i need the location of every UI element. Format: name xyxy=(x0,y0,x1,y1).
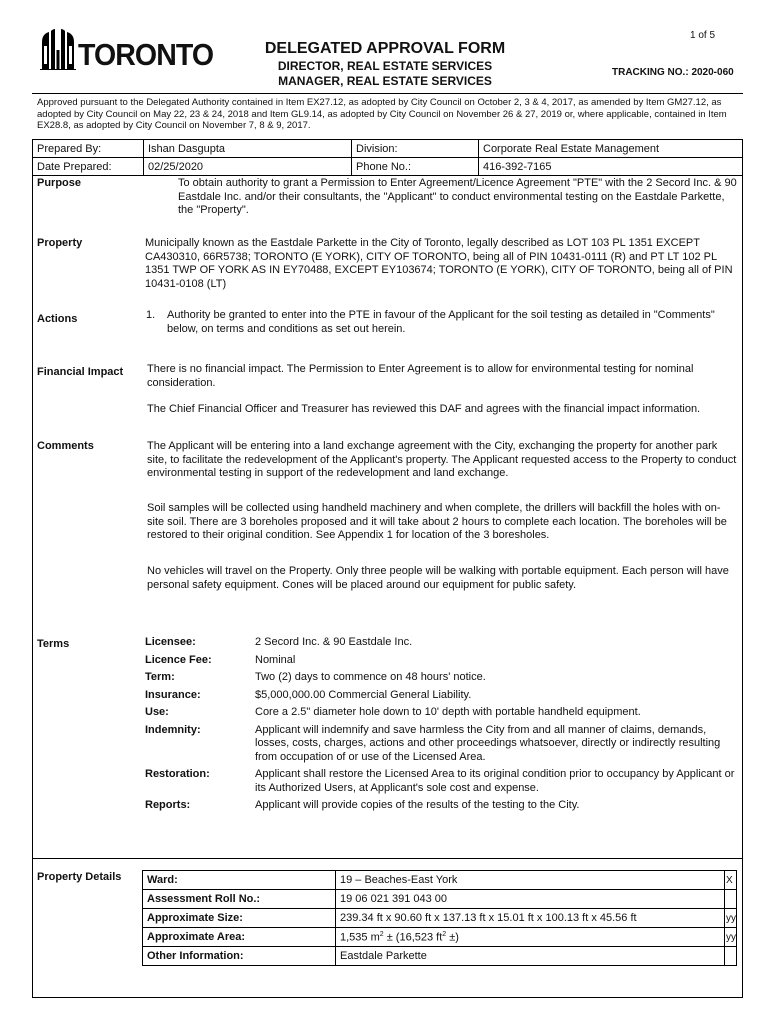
other-info-extra xyxy=(725,947,737,966)
comments-text-3: No vehicles will travel on the Property. Only three people will be walking with portable equipment. Each person will have personal safety equipment. Cones will be placed around our equipment for public safety. xyxy=(147,565,729,591)
area-metric: 1,535 m xyxy=(340,931,380,944)
prepared-table xyxy=(32,139,743,176)
comments-label: Comments xyxy=(37,440,94,452)
property-label: Property xyxy=(37,237,83,249)
prepared-by-label: Prepared By: xyxy=(33,140,144,158)
property-text: Municipally known as the Eastdale Parkette in the City of Toronto, legally described as LOT 103 PL 1351 EXCEPT CA430310, 66R5738; TORONTO (E YORK), CITY OF TORONTO, being all of PIN 10431-0111 (R) and PT LT 102 PL 1351 TWP OF YORK AS IN EY70488, EXCEPT EY103674; TORONTO (E YORK), CITY OF TORONTO, being all of PIN 10431-0108 (LT) xyxy=(145,237,733,290)
terms-rule xyxy=(32,858,743,859)
date-prepared-value: 02/25/2020 xyxy=(144,158,352,176)
financial-impact-text-2: The Chief Financial Officer and Treasurer has reviewed this DAF and agrees with the financial impact information. xyxy=(147,403,701,415)
prepared-by-value: Ishan Dasgupta xyxy=(144,140,352,158)
ward-value: 19 – Beaches-East York xyxy=(336,871,725,890)
property-details-table xyxy=(142,870,737,966)
financial-impact-text-1: There is no financial impact. The Permission to Enter Agreement is to allow for environmental testing for nominal consideration. xyxy=(147,363,694,389)
approx-size-label: Approximate Size: xyxy=(143,909,336,928)
approx-size-value: 239.34 ft x 90.60 ft x 137.13 ft x 15.01 ft x 100.13 ft x 45.56 ft xyxy=(336,909,725,928)
terms-row xyxy=(145,689,735,707)
header-rule xyxy=(32,93,743,94)
division-label: Division: xyxy=(352,140,479,158)
term-value: Nominal xyxy=(255,653,296,666)
ward-extra: X xyxy=(725,871,737,890)
area-end: ±) xyxy=(446,931,459,944)
property-details-row xyxy=(143,947,737,966)
comments-text-2: Soil samples will be collected using handheld machinery and when complete, the drillers will backfill the holes with on-site soil. There are 3 boreholes proposed and it will take about 2 hours to complete each location. The boreholes will be restored to their original condition. See Appendix 1 for location of the 3 boresholes. xyxy=(147,502,727,541)
subtitle-manager: MANAGER, REAL ESTATE SERVICES xyxy=(278,74,492,88)
property-details-label: Property Details xyxy=(37,871,122,883)
term-value: 2 Secord Inc. & 90 Eastdale Inc. xyxy=(255,636,413,648)
approx-area-extra: yy xyxy=(725,928,737,947)
term-key: Reports: xyxy=(145,799,191,811)
right-border xyxy=(742,140,743,998)
division-value: Corporate Real Estate Management xyxy=(479,140,743,158)
term-value: Applicant will provide copies of the results of the testing to the City. xyxy=(255,799,580,811)
terms-row xyxy=(145,768,735,799)
term-value: Applicant will indemnify and save harmless the City from and all manner of claims, demands, losses, costs, charges, actions and other proceedings whatsoever, directly or indirectly resulting from occupation of or use of the Licensed Area. xyxy=(255,723,721,763)
tracking-number: TRACKING NO.: 2020-060 xyxy=(612,67,734,78)
purpose-text: To obtain authority to grant a Permission to Enter Agreement/Licence Agreement "PTE" with the 2 Secord Inc. & 90 Eastdale Inc. and/or their consultants, the "Applicant" to conduct environmental testing on the Eastdale Parkette, the "Property". xyxy=(178,177,737,216)
financial-impact-label: Financial Impact xyxy=(37,366,124,378)
phone-label: Phone No.: xyxy=(352,158,479,176)
property-details-row xyxy=(143,909,737,928)
term-key: Insurance: xyxy=(145,688,201,701)
footer-rule xyxy=(32,997,743,998)
term-value: $5,000,000.00 Commercial General Liability. xyxy=(255,688,472,701)
approx-area-label: Approximate Area: xyxy=(143,928,336,947)
term-value: Two (2) days to commence on 48 hours' notice. xyxy=(255,671,486,683)
terms-row xyxy=(145,671,735,689)
form-subtitle xyxy=(240,59,530,89)
subtitle-director: DIRECTOR, REAL ESTATE SERVICES xyxy=(277,59,493,73)
other-info-label: Other Information: xyxy=(143,947,336,966)
left-border xyxy=(32,140,33,998)
actions-number: 1. xyxy=(146,309,156,321)
form-title: DELEGATED APPROVAL FORM xyxy=(264,40,506,57)
terms-label: Terms xyxy=(37,638,70,650)
terms-row xyxy=(145,799,735,817)
area-mid: ± (16,523 ft xyxy=(383,931,443,944)
assessment-roll-label: Assessment Roll No.: xyxy=(143,890,336,909)
authority-statement: Approved pursuant to the Delegated Authority contained in Item EX27.12, as adopted by City Council on October 2, 3 & 4, 2017, as amended by Item GM27.12, as adopted by City Council on May 22, 23 & 24, 2018 and Item GL9.14, as adopted by City Council on November 26 & 27, 2019 or, where applicable, contained in Item EX28.8, as adopted by City Council on November 7, 8 & 9, 2017. xyxy=(37,97,727,131)
property-details-row xyxy=(143,890,737,909)
term-key: Indemnity: xyxy=(145,723,201,736)
term-key: Licence Fee: xyxy=(145,653,212,666)
comments-text-1: The Applicant will be entering into a land exchange agreement with the City, exchanging the property for another park site, to facilitate the redevelopment of the Applicant's property. The Applicant requested access to the Property to conduct environmental testing in support of the redevelopment and land exchange. xyxy=(147,440,737,479)
property-details-row xyxy=(143,871,737,890)
approx-area-value xyxy=(336,928,725,947)
phone-value: 416-392-7165 xyxy=(479,158,743,176)
term-key: Restoration: xyxy=(145,768,210,780)
date-row xyxy=(33,158,743,176)
logo-wordmark: TORONTO xyxy=(78,37,214,72)
terms-table xyxy=(145,636,735,817)
actions-label: Actions xyxy=(37,313,78,325)
area-sup-ft: 2 xyxy=(442,930,447,938)
prepared-row xyxy=(33,140,743,158)
approx-size-extra: yy xyxy=(725,909,737,928)
ward-label: Ward: xyxy=(143,871,336,890)
toronto-logo xyxy=(40,24,225,70)
actions-text: Authority be granted to enter into the PTE in favour of the Applicant for the soil testing as detailed in "Comments" below, on terms and conditions as set out herein. xyxy=(167,309,715,335)
term-key: Use: xyxy=(145,706,169,718)
purpose-label: Purpose xyxy=(37,177,82,189)
terms-row xyxy=(145,724,735,769)
terms-row xyxy=(145,706,735,724)
other-info-value: Eastdale Parkette xyxy=(336,947,725,966)
term-value: Applicant shall restore the Licensed Area to its original condition prior to occupancy by Applicant or its Authorized Users, at Applicant's sole cost and expense. xyxy=(255,768,735,794)
term-key: Licensee: xyxy=(145,636,196,648)
page-number: 1 of 5 xyxy=(690,30,716,41)
term-value: Core a 2.5" diameter hole down to 10' depth with portable handheld equipment. xyxy=(255,706,641,718)
property-details-row xyxy=(143,928,737,947)
assessment-roll-value: 19 06 021 391 043 00 xyxy=(336,890,725,909)
terms-row xyxy=(145,654,735,672)
city-hall-icon xyxy=(40,28,76,70)
date-prepared-label: Date Prepared: xyxy=(33,158,144,176)
assessment-roll-extra xyxy=(725,890,737,909)
area-sup-m: 2 xyxy=(379,930,384,938)
term-key: Term: xyxy=(145,671,175,683)
terms-row xyxy=(145,636,735,654)
